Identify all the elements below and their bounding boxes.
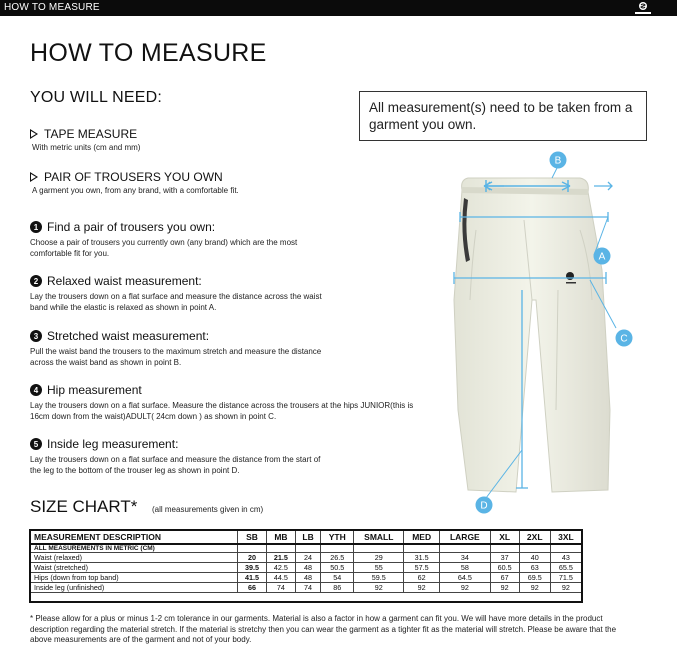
table-cell: 41.5 [238,573,267,583]
table-cell: 55 [354,563,404,573]
table-cell: 62 [404,573,440,583]
step-title: Hip measurement [47,383,142,397]
table-cell: 71.5 [550,573,581,583]
table-cell: 92 [519,583,550,593]
col-header: 2XL [519,531,550,544]
trousers-diagram [440,150,640,520]
size-chart-title: SIZE CHART* [30,497,138,516]
col-header: SMALL [354,531,404,544]
table-cell: 39.5 [238,563,267,573]
col-header: MB [266,531,295,544]
col-header: YTH [321,531,354,544]
table-cell: 66 [238,583,267,593]
table-cell: Hips (down from top band) [31,573,238,583]
table-cell: 34 [440,553,491,563]
arrow-right-icon [30,172,38,182]
table-cell: 31.5 [404,553,440,563]
top-bar-title: HOW TO MEASURE [4,2,100,13]
table-cell: 60.5 [490,563,519,573]
step-3 [30,329,330,368]
step-number-icon: 4 [30,384,42,396]
table-cell: 21.5 [266,553,295,563]
table-cell: 58 [440,563,491,573]
size-chart-note: (all measurements given in cm) [152,505,264,514]
need-item-label: TAPE MEASURE [44,127,138,141]
svg-text:D: D [480,500,488,512]
table-row [31,573,582,583]
need-item-sub: A garment you own, from any brand, with a comfortable fit. [32,186,239,195]
step-2 [30,274,330,313]
need-item-label: PAIR OF TROUSERS YOU OWN [44,170,223,184]
table-cell: 48 [295,573,320,583]
table-cell: 29 [354,553,404,563]
step-4 [30,383,425,422]
step-title: Inside leg measurement: [47,437,179,451]
table-cell: 44.5 [266,573,295,583]
table-cell: 86 [321,583,354,593]
step-desc: Lay the trousers down on a flat surface and measure the distance from the start of the leg to the bottom of the trouser leg as shown in point D. [30,455,321,475]
col-header: LARGE [440,531,491,544]
col-header: MED [404,531,440,544]
step-title: Stretched waist measurement: [47,329,210,343]
step-number-icon: 5 [30,438,42,450]
table-cell: 48 [295,563,320,573]
table-cell: Waist (stretched) [31,563,238,573]
step-5 [30,437,330,476]
table-subheader-row [31,544,582,553]
table-cell: 67 [490,573,519,583]
col-header: SB [238,531,267,544]
step-desc: Choose a pair of trousers you currently own (any brand) which are the most comfortable fit for you. [30,238,298,258]
subheader-cell: ALL MEASUREMENTS IN METRIC (CM) [31,544,238,553]
table-cell: Waist (relaxed) [31,553,238,563]
col-header: MEASUREMENT DESCRIPTION [31,531,238,544]
table-cell: 20 [238,553,267,563]
table-cell: 43 [550,553,581,563]
table-cell: 59.5 [354,573,404,583]
step-desc: Lay the trousers down on a flat surface and measure the distance across the waist band while the elastic is relaxed as shown in point A. [30,292,322,312]
table-cell: 64.5 [440,573,491,583]
brand-logo-icon [633,1,653,15]
table-cell: 69.5 [519,573,550,583]
table-cell: 24 [295,553,320,563]
table-cell: 92 [404,583,440,593]
table-cell: 26.5 [321,553,354,563]
label-c-icon [616,330,633,347]
trousers-shape [454,178,610,492]
col-header: 3XL [550,531,581,544]
table-cell: 50.5 [321,563,354,573]
need-item-sub: With metric units (cm and mm) [32,143,141,152]
you-will-need-title: YOU WILL NEED: [30,89,163,106]
step-number-icon: 3 [30,330,42,342]
table-row [31,583,582,593]
svg-text:C: C [620,333,628,345]
table-cell: 42.5 [266,563,295,573]
table-cell: Inside leg (unfinished) [31,583,238,593]
step-title: Relaxed waist measurement: [47,274,202,288]
table-header-row [31,531,582,544]
step-1 [30,220,330,259]
footnote: * Please allow for a plus or minus 1-2 cm tolerance in our garments. Material is also a factor in how a garment can fit you. We will have more details in the product description regarding the material stretch. If the material is stretchy then you can wear the garment as a tighter fit as the material will stretch. Please be aware that the above measurements are of the garment and not of your body. [30,614,617,644]
step-title: Find a pair of trousers you own: [47,220,216,234]
label-d-icon [476,497,493,514]
table-cell: 40 [519,553,550,563]
col-header: LB [295,531,320,544]
table-cell: 74 [295,583,320,593]
svg-text:B: B [554,155,562,167]
table-cell: 37 [490,553,519,563]
need-item-tape [30,127,140,152]
table-cell: 63 [519,563,550,573]
col-header: XL [490,531,519,544]
step-number-icon: 2 [30,275,42,287]
table-cell: 92 [550,583,581,593]
table-cell: 92 [490,583,519,593]
step-desc: Pull the waist band the trousers to the maximum stretch and measure the distance across the waist band as shown in point B. [30,347,322,367]
table-cell: 65.5 [550,563,581,573]
size-chart-table [30,530,582,593]
need-item-trousers [30,170,239,195]
table-cell: 92 [354,583,404,593]
note-box: All measurement(s) need to be taken from a garment you own. [359,91,647,141]
table-cell: 57.5 [404,563,440,573]
page-title: HOW TO MEASURE [30,39,267,67]
svg-text:A: A [598,251,606,263]
label-a-icon [594,248,611,265]
label-b-icon [550,152,567,169]
table-row [31,563,582,573]
top-bar [0,0,677,16]
table-cell: 74 [266,583,295,593]
table-row [31,553,582,563]
table-cell: 92 [440,583,491,593]
table-cell: 54 [321,573,354,583]
step-number-icon: 1 [30,221,42,233]
arrow-right-icon [30,129,38,139]
step-desc: Lay the trousers down on a flat surface. Measure the distance across the trousers at the hips JUNIOR(this is 16cm down from the waist)ADULT( 24cm down ) as shown in point C. [30,401,414,421]
